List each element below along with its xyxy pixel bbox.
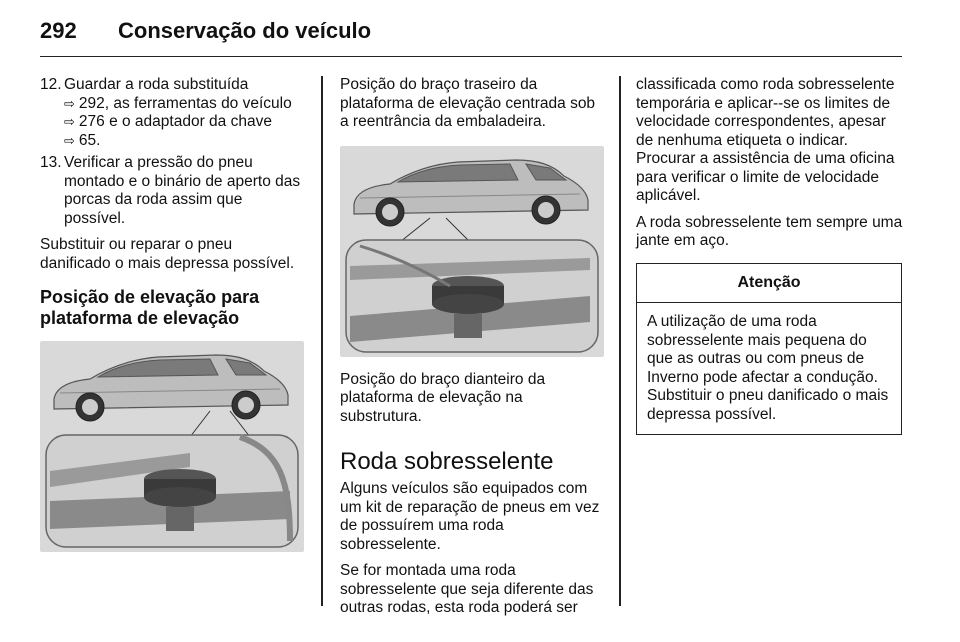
column-divider xyxy=(619,76,621,606)
notice-title: Atenção xyxy=(637,264,901,304)
lift-front-arm-illustration xyxy=(340,146,604,357)
page-reference-arrow-icon: ⇨ xyxy=(64,114,75,129)
page-reference-link[interactable]: ⇨ 65. xyxy=(64,131,101,149)
page-reference-arrow-icon: ⇨ xyxy=(64,132,75,148)
page-number: 292 xyxy=(40,18,77,43)
lift-rear-arm-illustration xyxy=(40,341,304,552)
section-title: Conservação do veículo xyxy=(118,18,372,43)
step-number: 13. xyxy=(40,154,62,171)
paragraph: classificada como roda sobresselente temporária e aplicar--se os limites de velocidade correspondentes, apesar de nenhuma etiqueta o indicar. Procurar a assistência de uma oficina para verificar o limite de velocidade aplicável. xyxy=(636,76,895,204)
step-text: Guardar a roda substituída xyxy=(64,76,249,93)
subheading: Posição de elevação para plataforma de elevação xyxy=(40,287,260,328)
column-left xyxy=(40,76,306,552)
paragraph: Alguns veículos são equipados com um kit de reparação de pneus em vez de possuírem uma roda sobresselente. xyxy=(340,480,600,553)
step-12 xyxy=(40,76,306,150)
page-reference-link[interactable]: ⇨ 276 e o adaptador da chave xyxy=(64,113,272,130)
figure-caption: Posição do braço dianteiro da plataforma de elevação na substrutura. xyxy=(340,370,546,425)
column-middle xyxy=(340,76,606,618)
page-header xyxy=(40,14,902,57)
notice-text: A utilização de uma roda sobresselente mais pequena do que as outras ou com pneus de Inverno pode afectar a condução. Substituir o pneu danificado o mais depressa possível. xyxy=(647,313,889,423)
warning-notice-box xyxy=(636,263,902,436)
figure-caption: Posição do braço traseiro da plataforma de elevação centrada sob a reentrância da embaladeira. xyxy=(340,76,596,130)
section-heading: Roda sobresselente xyxy=(340,448,554,475)
page-reference-arrow-icon: ⇨ xyxy=(64,95,75,111)
column-right xyxy=(636,76,904,435)
paragraph: A roda sobresselente tem sempre uma jante em aço. xyxy=(636,213,903,249)
paragraph: Substituir ou reparar o pneu danificado o mais depressa possível. xyxy=(40,236,295,272)
column-divider xyxy=(321,76,323,606)
step-number: 12. xyxy=(40,76,62,93)
step-13 xyxy=(40,154,306,228)
page-reference-link[interactable]: ⇨ 292, as ferramentas do veículo xyxy=(64,94,292,112)
step-text: Verificar a pressão do pneu montado e o binário de aperto das porcas da roda assim que possível. xyxy=(64,154,301,227)
paragraph: Se for montada uma roda sobresselente que seja diferente das outras rodas, esta roda poderá ser xyxy=(340,562,594,616)
